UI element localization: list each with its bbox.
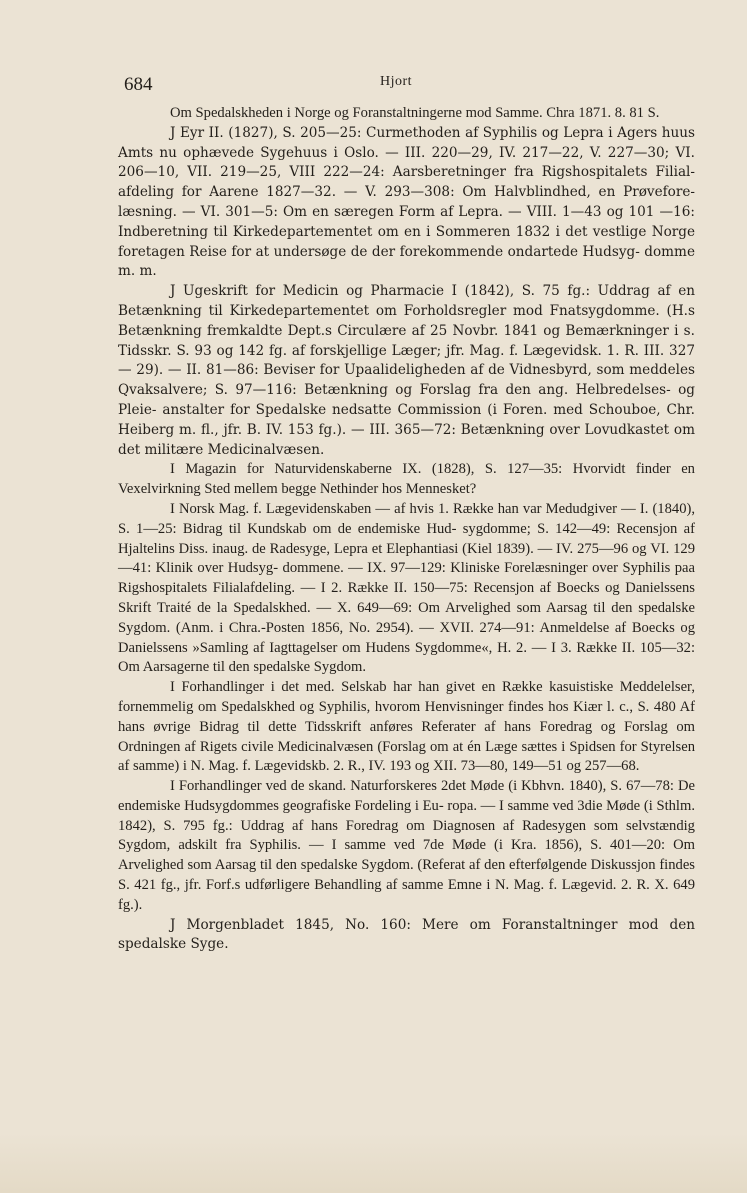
text-line: Filialafdeling. — I 2. Række II. 150—75: Recensjon af Boecks og Danielssens Skrift (118, 580, 695, 616)
text-line: (H.s Betænkning fremkaldte Dept.s Circulære af 25 Novbr. 1841 og Bemærkninger i (118, 302, 695, 339)
text-line: afdeling for Aarene 1827—32. — V. 293—308: Om Halvblindhed, en Prøvefore- (118, 184, 695, 201)
text-line: 649 fg.). (118, 877, 695, 913)
text-line: Kbhvn. 1840), S. 67—78: De endemiske Hudsygdommes geografiske Fordeling i Eu- (118, 778, 695, 814)
text-line: Foredrag om Diagnosen af Radesygen som selvstændig Sygdom, adskilt fra Syphilis. — (118, 817, 695, 854)
text-line: jfr. Forf.s udførligere Behandling af samme Emne i N. Mag. f. Lægevid. 2. R. X. (184, 877, 669, 894)
bibliography-paragraph (118, 124, 695, 282)
bibliography-paragraph (118, 460, 695, 500)
page-header (118, 70, 685, 100)
text-line: IV. 193 og XII. 73—80, 149—51 og 257—68. (368, 758, 640, 775)
text-line: Medudgiver — I. (1840), S. 1—25: Bidrag til Kundskab om de endemiske Hud- (118, 500, 696, 537)
text-line: anstalter for Spedalske nedsatte Commission (i Foren. med Schouboe, Chr. Heiberg m. fl., (118, 401, 695, 438)
text-line: at én Læge sættes i Spidsen for Styrelsen af samme) i N. Mag. f. Lægevidskb. 2. R., (118, 738, 695, 775)
text-line: s. Tidsskr. S. 93 og 142 fg. af forskjellige Læger; jfr. Mag. f. Lægevidsk. 1. R. III. 327— (118, 322, 695, 379)
text-line: J Morgenbladet 1845, No. 160: Mere om Foranstaltninger mod den (170, 916, 695, 933)
text-line: Norge foretagen Reise for at undersøge de der forekommende ondartede Hudsyg- (118, 223, 696, 260)
text-line: til den spedalske Sygdom. (Referat af den efterfølgende Diskussjon findes S. 421 fg., (118, 857, 695, 894)
bibliography-paragraph (118, 500, 695, 678)
text-line: Qvaksalvere; S. 97—116: Betænkning og Forslag fra den ang. Helbredelses- og Pleie- (118, 382, 695, 418)
text-line: J Eyr II. (1827), S. 205—25: Curmethoden af Syphilis og Lepra i Agers (170, 124, 658, 141)
text-line: ropa. — I samme ved 3die Møde (i Sthlm. 1842), S. 795 fg.: Uddrag af hans (118, 797, 695, 834)
running-head: Hjort (380, 74, 413, 89)
text-line: VI. 206—10, VII. 219—25, VIII 222—24: Aarsberetninger fra Rigshospitalets Filial- (118, 144, 695, 181)
text-line: I Magazin for Naturvidenskaberne IX. (1828), S. 127—35: Hvorvidt (170, 461, 626, 478)
text-line: Sygdom. (Anm. i Chra.-Posten 1856, No. 2954). — XVII. 274—91: Anmeldelse af (118, 619, 627, 636)
text-line: jfr. B. IV. 153 fg.). — III. 365—72: Betænkning over Lovudkastet om det militære (118, 421, 695, 458)
text-line: —16: Indberetning til Kirkedepartementet om en i Sommeren 1832 i det vestlige (118, 203, 695, 240)
text-line: sygdomme; S. 142—49: Recensjon af Hjaltelins Diss. inaug. de Radesyge, Lepra et (118, 520, 695, 557)
text-line: I samme ved 7de Møde (i Kra. 1856), S. 401—20: Om Arvelighed som Aarsag (118, 837, 695, 874)
text-line: 3. Række II. 105—32: Om Aarsagerne til den spedalske Sygdom. (118, 639, 695, 676)
text-line: Medicinalvæsen. (207, 441, 325, 458)
text-line: Om Spedalskheden i Norge og Foranstaltningerne mod Samme. Chra (170, 105, 575, 121)
text-line: 29). — II. 81—86: Beviser for Upaalideligheden af de Vidnesbyrd, som meddeles (136, 362, 696, 379)
text-line: Boecks og Danielssens »Samling af Iagttagelser om Hudens Sygdomme«, H. 2. — I (118, 619, 695, 656)
bibliography-paragraph (118, 777, 695, 916)
bibliography-paragraph (118, 678, 695, 777)
body-text (118, 104, 695, 955)
text-line: huus Amts nu ophævede Sygehuus i Oslo. — III. 220—29, IV. 217—22, V. 227—30; (118, 124, 695, 161)
page-number: 684 (124, 74, 153, 95)
text-line: spedalske Syge. (118, 936, 229, 953)
text-line: finder en Vexelvirkning Sted mellem begge Nethinder hos Mennesket? (118, 461, 695, 498)
text-line: hans Foredrag og Forslag om Ordningen af Rigets civile Medicinalvæsen (Forslag om (118, 718, 695, 755)
text-line: I Forhandlinger ved de skand. Naturforskeres 2det Møde (i (170, 778, 518, 795)
text-line: af en Betænkning til Kirkedepartementet om Forholdsregler mod Fnatsygdomme. (118, 283, 695, 319)
text-line: 1871. 8. 81 S. (578, 105, 660, 121)
text-line: dommene. — IX. 97—129: Kliniske Forelæsninger over Syphilis paa Rigshospitalets (118, 560, 695, 597)
text-line: J Ugeskrift for Medicin og Pharmacie I (1842), S. 75 fg.: Uddrag (170, 283, 650, 300)
text-line: Meddelelser, fornemmelig om Spedalskhed og Syphilis, hvorom Henvisninger findes hos (118, 679, 695, 715)
text-line: Traité de la Spedalskhed. — X. 649—69: Om Arvelighed som Aarsag til den spedalske (156, 599, 696, 616)
text-line: domme m. m. (118, 243, 695, 280)
text-line: læsning. — VI. 301—5: Om en særegen Form af Lepra. — VIII. 1—43 og 101 (118, 203, 655, 220)
text-line: I Forhandlinger i det med. Selskab har han givet en Række kasuistiske (170, 679, 614, 696)
text-line: Kiær l. c., S. 480 Af hans øvrige Bidrag til dette Tidsskrift anføres Referater af (118, 698, 695, 735)
bibliography-paragraph (118, 916, 695, 956)
bibliography-paragraph (118, 104, 695, 124)
text-line: I Norsk Mag. f. Lægevidenskaben — af hvis 1. Række han var (170, 500, 542, 517)
bibliography-paragraph (118, 282, 695, 460)
text-line: Elephantiasi (Kiel 1839). — IV. 275—96 og VI. 129—41: Klinik over Hudsyg- (118, 540, 696, 577)
